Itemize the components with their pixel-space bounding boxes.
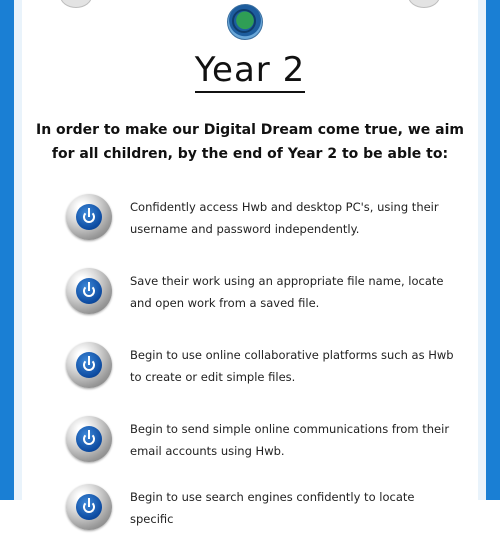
list-item-text: Confidently access Hwb and desktop PC's, using their username and password independently. <box>130 200 439 236</box>
list-item <box>66 414 456 474</box>
page-title <box>22 50 478 90</box>
right-border <box>486 0 500 500</box>
page-title-text: Year 2 <box>195 50 305 93</box>
power-icon <box>66 342 112 388</box>
decorative-circle-left <box>60 0 92 8</box>
logo-ring <box>232 9 256 33</box>
power-icon <box>66 268 112 314</box>
list-item <box>66 192 456 252</box>
list-item <box>66 266 456 326</box>
poster-content <box>22 0 478 526</box>
power-icon <box>66 194 112 240</box>
school-logo <box>227 4 263 40</box>
list-item-text: Begin to use online collaborative platforms such as Hwb to create or edit simple files. <box>130 348 454 384</box>
intro-text: In order to make our Digital Dream come true, we aim for all children, by the end of Year 2 to be able to: <box>36 122 464 162</box>
list-item-text: Begin to send simple online communications from their email accounts using Hwb. <box>130 422 450 458</box>
list-item <box>66 340 456 400</box>
list-item-text: Begin to use search engines confidently to locate specific <box>130 490 415 526</box>
decorative-circle-right <box>408 0 440 8</box>
left-border <box>0 0 14 500</box>
list-item <box>66 482 456 542</box>
power-icon <box>66 484 112 530</box>
power-icon <box>66 416 112 462</box>
list-item-text: Save their work using an appropriate file name, locate and open work from a saved file. <box>130 274 444 310</box>
